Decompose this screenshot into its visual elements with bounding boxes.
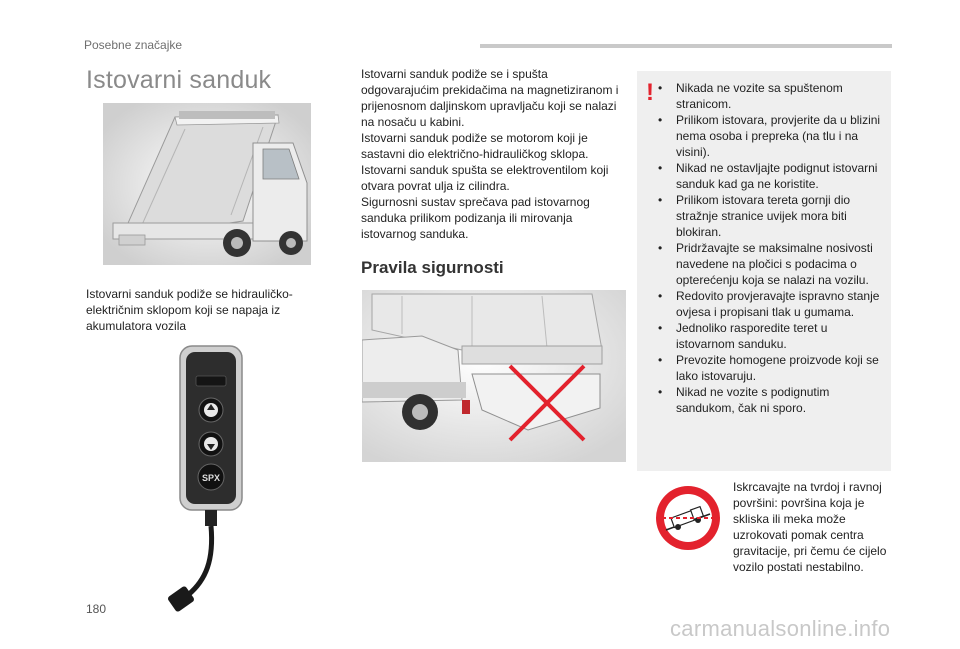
safety-rules-list — [658, 80, 886, 416]
remote-spx-label: SPX — [201, 473, 221, 483]
page-title: Istovarni sanduk — [86, 66, 272, 94]
page-number: 180 — [86, 602, 107, 616]
intro-paragraph: Istovarni sanduk podiže se i spušta odgovarajućim prekidačima na magnetiziranom i prijenosnom daljinskom upravljaču koji se nalazi na nosaču u kabini. — [361, 67, 619, 129]
intro-paragraph: Istovarni sanduk podiže se motorom koji je sastavni dio električno-hidrauličkog sklopa. — [361, 131, 589, 161]
list-item: • Pridržavajte se maksimalne nosivosti navedene na pločici s podacima o opterećenju koja se nalazi na vozilu. — [658, 240, 886, 288]
list-item: • Nikad ne ostavljajte podignut istovarni sanduk kad ga ne koristite. — [658, 160, 886, 192]
remote-control-illustration — [160, 340, 260, 615]
watermark: carmanualsonline.info — [670, 616, 891, 641]
list-item: • Nikada ne vozite sa spuštenom stranicom. — [658, 80, 886, 112]
intro-paragraph: Sigurnosni sustav sprečava pad istovarnog sanduka prilikom podizanja ili mirovanja istovarnog sanduka. — [361, 195, 590, 241]
no-unstable-surface-icon — [654, 484, 722, 552]
list-item: • Nikad ne vozite s podignutim sandukom, čak ni sporo. — [658, 384, 886, 416]
intro-text — [361, 66, 626, 242]
open-side-truck-illustration — [362, 290, 626, 462]
section-header: Posebne značajke — [84, 38, 183, 52]
warning-icon: ! — [646, 79, 654, 106]
list-item: • Prilikom istovara, provjerite da u blizini nema osoba i prepreka (na tlu i na visini). — [658, 112, 886, 160]
figure-caption: Istovarni sanduk podiže se hidrauličko-električnim sklopom koji se napaja iz akumulatora vozila — [86, 287, 293, 333]
intro-paragraph: Istovarni sanduk spušta se elektroventilom koji otvara povrat ulja iz cilindra. — [361, 163, 609, 193]
list-item: • Prevozite homogene proizvode koji se lako istovaruju. — [658, 352, 886, 384]
list-item: • Jednoliko rasporedite teret u istovarnom sanduku. — [658, 320, 886, 352]
header-divider — [480, 44, 892, 48]
list-item: • Prilikom istovara tereta gornji dio stražnje stranice uvijek mora biti blokiran. — [658, 192, 886, 240]
safety-title: Pravila sigurnosti — [361, 258, 504, 277]
tipper-truck-illustration — [103, 103, 311, 265]
surface-note: Iskrcavajte na tvrdoj i ravnoj površini: površina koja je skliska ili meka može uzrokovati pomak centra gravitacije, pri čemu će cijelo vozilo postati nestabilno. — [733, 480, 887, 574]
list-item: • Redovito provjeravajte ispravno stanje ovjesa i propisani tlak u gumama. — [658, 288, 886, 320]
